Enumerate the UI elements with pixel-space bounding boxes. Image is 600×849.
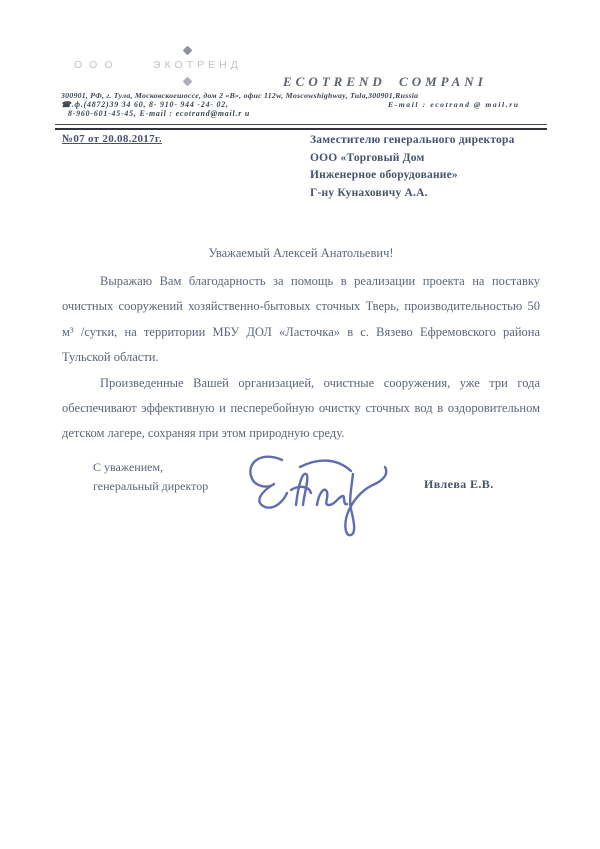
recipient-line: Заместителю генерального директора [310,134,515,146]
company-address: 300901, РФ, г. Тула, Московскоешоссе, дом 2 «В», офис 112w, Moscowshighway, Tula,300901,Russia [61,91,419,100]
company-name-latin: ECOTREND COMPANI [283,74,487,89]
closing-block [93,458,208,495]
company-phones-2: 8-960-601-45-45, E-mail : ecotrand@mail.r u [68,109,251,118]
logo-company-name: ЭКОТРЕНД [153,59,242,71]
body-paragraph: Выражаю Вам благодарность за помощь в реализации проекта на поставку очистных сооружений хозяйственно-бытовых сточных Тверь, производительностью 50 м³ /сутки, на территории МБУ ДОЛ «Ласточка» в с. Вязево Ефремовского района Тульской области. [62,274,540,365]
logo-diamond-top-icon [183,46,193,56]
closing-position: генеральный директор [93,478,209,493]
company-phones: ☎.ф.(4872)39 34 60, 8- 910- 944 -24- 02, [61,100,229,109]
signature-ink [238,446,398,541]
recipient-line: Г-ну Кунаховичу А.А. [310,186,428,199]
logo-diamond-bottom-icon [183,77,193,87]
recipient-block [310,132,515,202]
company-email: E-mail : ecotrand @ mail.ru [388,100,520,109]
salutation: Уважаемый Алексей Анатольевич! [208,246,394,260]
reference-number: №07 от 20.08.2017г. [62,133,163,145]
recipient-line: ООО «Торговый Дом [310,151,425,164]
header-divider [55,124,547,130]
logo-ooo-label: ООО [74,59,120,71]
closing-regards: С уважением, [93,460,164,474]
signer-name: Ивлева Е.В. [424,477,494,491]
recipient-line: Инженерное оборудование» [310,169,458,182]
body-paragraph: Произведенные Вашей организацией, очистные сооружения, уже три года обеспечивают эффективную и песперебойную очистку сточных вод в оздоровительном детском лагере, сохраняя при этом природную среду. [62,375,540,441]
letter-body [62,269,540,447]
